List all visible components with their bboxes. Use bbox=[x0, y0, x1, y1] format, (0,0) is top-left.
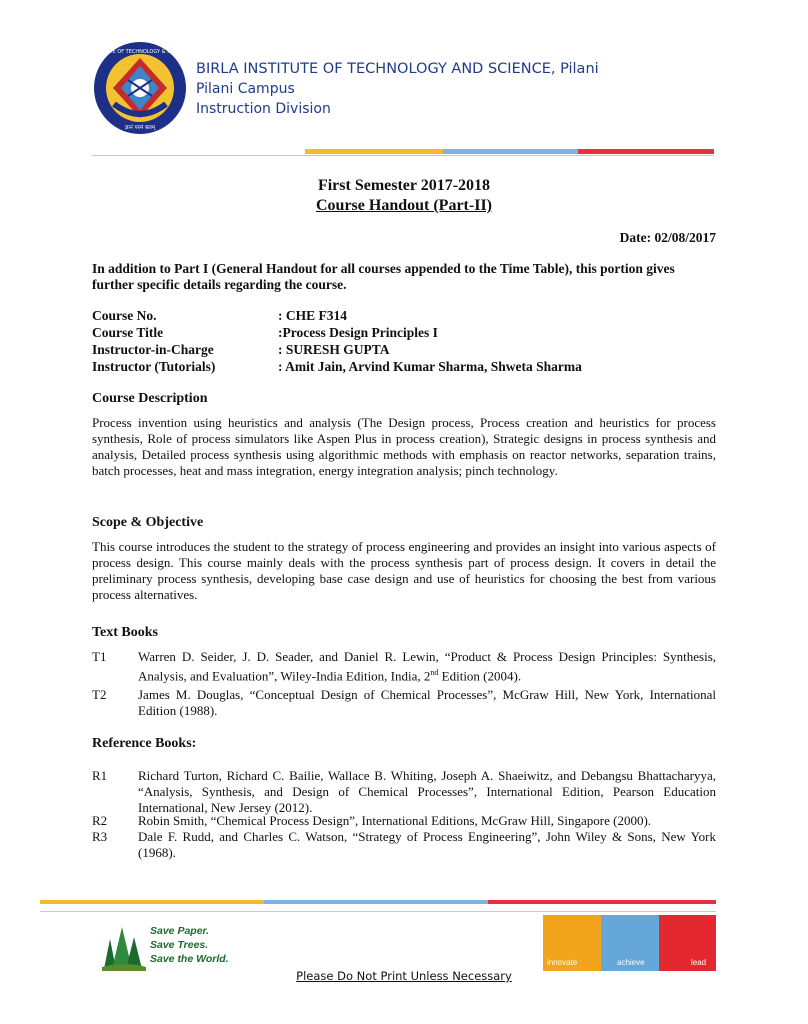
logo-text: BIRLA INSTITUTE OF TECHNOLOGY & SCIENCE PILANI bbox=[73, 49, 207, 55]
course-title-label: Course Title bbox=[92, 325, 164, 340]
header-stripe-blue bbox=[443, 149, 578, 154]
instructor-in-charge-label: Instructor-in-Charge bbox=[92, 342, 214, 357]
institute-name: BIRLA INSTITUTE OF TECHNOLOGY AND SCIENCE, Pilani bbox=[196, 61, 599, 77]
footer-rule bbox=[40, 911, 716, 912]
footer-stripe-yellow bbox=[40, 900, 264, 904]
division-name: Instruction Division bbox=[196, 101, 331, 117]
course-no-label: Course No. bbox=[92, 308, 157, 323]
save-paper-text: Save Paper. bbox=[150, 925, 209, 937]
course-title-value: :Process Design Principles I bbox=[278, 325, 438, 340]
achieve-block bbox=[601, 915, 659, 971]
reference-book-citation: Dale F. Rudd, and Charles C. Watson, “Strategy of Process Engineering”, John Wiley & Sons, New York (1968). bbox=[138, 829, 716, 860]
lead-block bbox=[659, 915, 716, 971]
scope-heading: Scope & Objective bbox=[92, 515, 204, 530]
lead-label: lead bbox=[691, 958, 707, 967]
save-world-text: Save the World. bbox=[150, 953, 229, 965]
header-stripe-red bbox=[578, 149, 714, 154]
semester-title: First Semester 2017-2018 bbox=[317, 177, 491, 194]
handout-date: Date: 02/08/2017 bbox=[619, 230, 716, 245]
course-no-value: : CHE F314 bbox=[278, 308, 347, 323]
footer-stripe-blue bbox=[264, 900, 488, 904]
intro-paragraph: In addition to Part I (General Handout for all courses appended to the Time Table), this portion gives further specific details regarding the course. bbox=[92, 261, 675, 292]
text-book-id: T1 bbox=[92, 649, 107, 664]
text-book-citation bbox=[138, 649, 716, 684]
instructor-tutorials-label: Instructor (Tutorials) bbox=[92, 359, 216, 374]
text-book-id: T2 bbox=[92, 687, 107, 702]
footer-stripe-red bbox=[488, 900, 716, 904]
text-book-citation: James M. Douglas, “Conceptual Design of Chemical Processes”, McGraw Hill, New York, International Edition (1988). bbox=[138, 687, 716, 718]
save-trees-text: Save Trees. bbox=[150, 939, 209, 951]
header-stripe-yellow bbox=[305, 149, 443, 154]
header-rule bbox=[92, 155, 714, 156]
footer-color-blocks bbox=[543, 915, 716, 971]
reference-books-heading: Reference Books: bbox=[92, 736, 197, 751]
course-description-text: Process invention using heuristics and analysis (The Design process, Process creation and heuristics for process synthesis, Role of process simulators like Aspen Plus in process creation), Strategic designs in process synthesis and analysis, Detailed process synthesis using algorithmic methods with emphasis on reactor networks, separation trains, batch processes, heat and mass integration, energy integration analysis; pinch technology. bbox=[92, 415, 716, 478]
reference-book-citation: Richard Turton, Richard C. Bailie, Wallace B. Whiting, Joseph A. Shaeiwitz, and Debangsu Bhattacharyya, “Analysis, Synthesis, and Design of Chemical Processes”, International Edition, Pearson Education International, New Jersey (2012). bbox=[138, 768, 716, 815]
scope-text: This course introduces the student to the strategy of process engineering and provides an insight into various aspects of process design. This course mainly deals with the process synthesis part of process design. It covers in detail the preliminary process synthesis, developing base case design and use of heuristics for choosing the best from various process alternatives. bbox=[92, 539, 716, 602]
reference-book-id: R2 bbox=[92, 813, 108, 828]
course-description-heading: Course Description bbox=[92, 391, 208, 406]
handout-title: Course Handout (Part-II) bbox=[316, 197, 492, 214]
text-book-citation-sup: nd bbox=[430, 668, 439, 677]
text-book-citation-part1: Warren D. Seider, J. D. Seader, and Daniel R. Lewin, “Product & Process Design Principles: Synthesis, Analysis, and Evaluation”, Wiley-India Edition, India, 2 bbox=[138, 649, 716, 684]
achieve-label: achieve bbox=[617, 958, 645, 967]
innovate-block bbox=[543, 915, 601, 971]
reference-book-citation: Robin Smith, “Chemical Process Design”, International Editions, McGraw Hill, Singapore (2000). bbox=[138, 813, 652, 828]
reference-book-id: R1 bbox=[92, 768, 108, 783]
text-books-heading: Text Books bbox=[92, 625, 159, 640]
instructor-in-charge-value: : SURESH GUPTA bbox=[278, 342, 390, 357]
do-not-print-notice: Please Do Not Print Unless Necessary bbox=[296, 969, 512, 983]
instructor-tutorials-value: : Amit Jain, Arvind Kumar Sharma, Shweta Sharma bbox=[278, 359, 582, 374]
bits-logo bbox=[73, 40, 207, 136]
logo-motto: ज्ञानं परमं बलम् bbox=[124, 125, 156, 131]
innovate-label: innovate bbox=[547, 958, 578, 967]
campus-name: Pilani Campus bbox=[196, 81, 295, 97]
text-book-citation-part2: Edition (2004). bbox=[438, 668, 522, 684]
reference-book-id: R3 bbox=[92, 829, 108, 844]
